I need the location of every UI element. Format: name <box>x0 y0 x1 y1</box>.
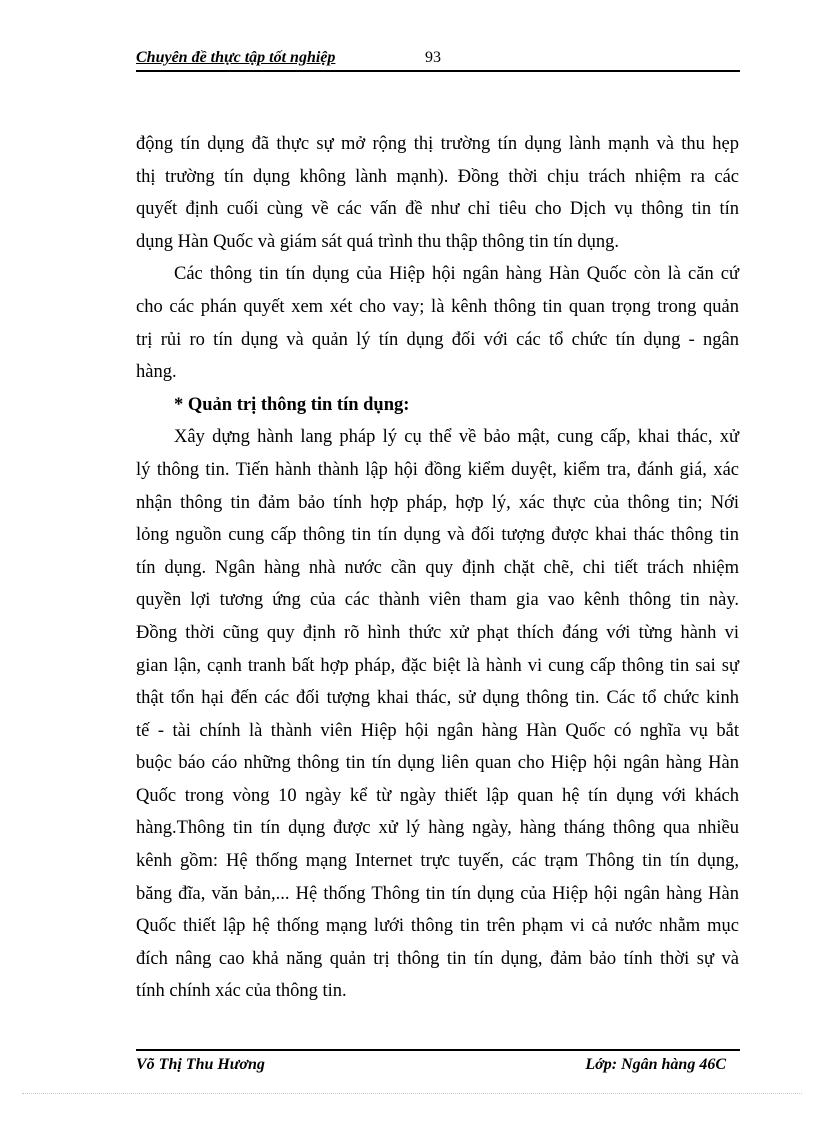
footer-class: Lớp: Ngân hàng 46C <box>585 1056 726 1073</box>
text-line: thật tổn hại đến các đối tượng khai thác, sử dụng thông tin. Các tổ chức kinh <box>136 688 739 709</box>
text-line: băng đĩa, văn bản,... Hệ thống Thông tin tín dụng của Hiệp hội ngân hàng Hàn <box>136 883 739 904</box>
text-line: Đồng thời cũng quy định rõ hình thức xử phạt thích đáng với từng hành vi <box>136 622 739 643</box>
text-line: hàng.Thông tin tín dụng được xử lý hàng ngày, hàng tháng thông qua nhiều <box>136 818 739 839</box>
text-line: kênh gồm: Hệ thống mạng Internet trực tuyến, các trạm Thông tin tín dụng, <box>136 851 739 872</box>
text-line: Quốc thiết lập hệ thống mạng lưới thông tin trên phạm vi cả nước nhằm mục <box>136 916 739 937</box>
text-line: cho các phán quyết xem xét cho vay; là kênh thông tin quan trọng trong quản <box>136 296 739 317</box>
footer-author: Võ Thị Thu Hương <box>136 1056 265 1073</box>
text-line: nhận thông tin đảm bảo tính hợp pháp, hợp lý, xác thực của thông tin; Nới <box>136 492 739 513</box>
text-line: động tín dụng đã thực sự mở rộng thị trường tín dụng lành mạnh và thu hẹp <box>136 134 739 154</box>
page-number: 93 <box>425 49 441 66</box>
section-subheading: * Quản trị thông tin tín dụng: <box>174 394 410 415</box>
text-line: quyền lợi tương ứng của các thành viên tham gia vao kênh thông tin này. <box>136 590 739 611</box>
page-bottom-divider <box>22 1093 802 1094</box>
header-title: Chuyên đề thực tập tốt nghiệp <box>136 49 336 66</box>
text-line: tính chính xác của thông tin. <box>136 981 347 1002</box>
paragraph-1 <box>136 128 739 258</box>
text-line: Quốc trong vòng 10 ngày kể từ ngày thiết lập quan hệ tín dụng với khách <box>136 785 739 806</box>
text-line: tín dụng. Ngân hàng nhà nước cần quy định chặt chẽ, chi tiết trách nhiệm <box>136 557 739 578</box>
text-line: quyết định cuối cùng về các vấn đề như chỉ tiêu cho Dịch vụ thông tin tín <box>136 199 739 220</box>
text-line: Các thông tin tín dụng của Hiệp hội ngân hàng Hàn Quốc còn là căn cứ <box>174 264 739 285</box>
text-line: tế - tài chính là thành viên Hiệp hội ngân hàng Hàn Quốc có nghĩa vụ bắt <box>136 720 739 741</box>
paragraph-3 <box>136 421 739 1008</box>
body-text <box>136 128 739 1008</box>
text-line: lý thông tin. Tiến hành thành lập hội đồng kiểm duyệt, kiểm tra, đánh giá, xác <box>136 459 739 480</box>
text-line: thị trường tín dụng không lành mạnh). Đồng thời chịu trách nhiệm ra các <box>136 166 739 187</box>
text-line: lỏng nguồn cung cấp thông tin tín dụng và đối tượng được khai thác thông tin <box>136 525 739 546</box>
page-header <box>136 48 740 72</box>
text-line: dụng Hàn Quốc và giám sát quá trình thu thập thông tin tín dụng. <box>136 231 619 252</box>
text-line: trị rủi ro tín dụng và quản lý tín dụng đối với các tổ chức tín dụng - ngân <box>136 329 739 350</box>
text-line: hàng. <box>136 362 177 383</box>
text-line: Xây dựng hành lang pháp lý cụ thể về bảo mật, cung cấp, khai thác, xử <box>174 427 739 448</box>
text-line: đích nâng cao khả năng quản trị thông tin tín dụng, đảm bảo tính thời sự và <box>136 948 739 969</box>
text-line: gian lận, cạnh tranh bất hợp pháp, đặc biệt là hành vi cung cấp thông tin sai sự <box>136 655 739 676</box>
paragraph-2 <box>136 258 739 388</box>
text-line: buộc báo cáo những thông tin tín dụng liên quan cho Hiệp hội ngân hàng Hàn <box>136 753 739 774</box>
page-footer <box>136 1049 740 1077</box>
